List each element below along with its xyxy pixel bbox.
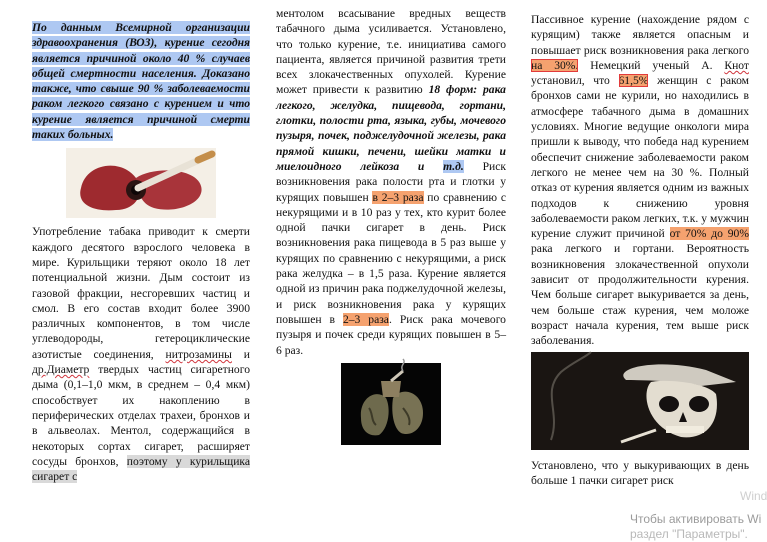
spellcheck-word-dr-diametr: др.Диаметр xyxy=(32,363,90,377)
body-text-a: Употребление табака приводит к смерти каждого десятого взрослого человека в мире. Курильщики теряют около 18 лет потенциальной жизни. Дым состоит из газовой фракции, несгоревших частиц и смол. В его состав входит более 3900 различных компонентов, в том числе углеводороды, гетероциклические азотистые соединения, xyxy=(32,225,250,361)
windows-activation-watermark xyxy=(630,489,767,542)
body-text-b: и xyxy=(231,347,250,361)
column-2 xyxy=(276,6,506,451)
lead-paragraph xyxy=(32,20,250,142)
cancer-forms-list: 18 форм: рака легкого, желудка, пищевода, гортани, глотки, полости рта, языка, губы, мочевого пузыря, почек, поджелудочной железы, рака прямой кишки, печени, шейки матки и миелоидного лейкоза и xyxy=(276,83,506,173)
column-3 xyxy=(531,13,749,488)
column-2-paragraph xyxy=(276,6,506,358)
skull-illustration xyxy=(531,352,749,450)
col3-text-2: Немецкий ученый А. xyxy=(578,58,725,72)
smoking-lungs-image xyxy=(341,363,441,445)
spellcheck-word-nitrozaminy: нитрозамины xyxy=(165,347,232,361)
col3-text-4: женщин с раком бронхов сами не курили, но находились в атмосфере табачного дыма в домашних условиях. Многие ведущие онкологи мира пришли к выводу, что победа над курением обеспечит снижение заболеваемости раком легкого не менее чем на 30 %. Полный отказ от курения является одним из важных подходов к снижению уровня заболеваемости раком легких, т.к. у мужчин курение служит причиной xyxy=(531,74,749,241)
selected-td[interactable]: т.д. xyxy=(443,159,464,173)
col3-text-5: рака легкого и гортани. Вероятность возникновения злокачественной опухоли зависит от продолжительности курения. Чем больше сигарет выкуривается за день, чем больше стаж курения, чем моложе возраст начала курения, тем выше риск заболевания. xyxy=(531,242,749,348)
col3-text-1: Пассивное курение (нахождение рядом с курящим) также является опасным и повышает риск возникновения рака легкого xyxy=(531,13,749,57)
highlight-2-3-times-a: в 2–3 раза xyxy=(372,190,424,204)
body-text-c: твердых частиц сигаретного дыма (0,1–1,0 мкм, в среднем – 0,4 мкм) способствует их накоплению в периферических отделах трахеи, бронхов и в альвеолах. Ментол, содержащийся в некоторых сортах сигарет, расширяет сосуды бронхов, xyxy=(32,363,250,468)
col2-text-2: Риск возникновения рака полости рта и глотки у курящих повышен xyxy=(276,159,506,204)
lung-with-cigarette-image xyxy=(66,148,216,218)
col2-text-4: . Риск рака мочевого пузыря и почек среди курящих повышен в 5–6 раз. xyxy=(276,312,506,357)
body-paragraph xyxy=(32,224,250,484)
highlight-61-5-percent: 61,5% xyxy=(618,74,649,88)
col3-after-text: Установлено, что у выкуривающих в день больше 1 пачки сигарет риск xyxy=(531,458,749,487)
highlight-30-percent: на 30%. xyxy=(531,58,579,72)
gray-selected-tail[interactable]: поэтому у курильщика сигарет с xyxy=(32,454,250,484)
lung-illustration xyxy=(66,148,216,218)
smoking-lungs-illustration xyxy=(341,363,441,445)
highlight-2-3-times-b: 2–3 раза xyxy=(342,312,389,326)
col2-text-1: ментолом всасывание вредных веществ табачного дыма усиливается. Установлено, что только курение, т.е. инициатива самого пациента, является причиной развития трети всех злокачественных опухолей. Курение может привести к развитию xyxy=(276,7,506,97)
smoking-skull-image xyxy=(531,352,749,450)
column-3-after-image xyxy=(531,458,749,489)
column-3-paragraph xyxy=(531,12,749,349)
watermark-line-0: Wind xyxy=(740,489,767,503)
col2-text-3: по сравнению с некурящими и в 10 раз у тех, кто курит более одной пачки сигарет в день. Риск возникновения рака пищевода в 5 раз выше у курящих по сравнению с некурящими, а риск рака желудка – в 1,5 раза. Курение является одной из причин рака поджелудочной железы, и риск возникновения рака у курящих повышен в xyxy=(276,190,506,326)
watermark-line-1: Чтобы активировать Wi xyxy=(630,512,762,526)
spellcheck-word-knot: Кнот xyxy=(724,58,749,72)
col3-text-3: установил, что xyxy=(531,74,619,88)
column-1 xyxy=(32,0,250,484)
watermark-line-2: раздел "Параметры". xyxy=(630,527,748,541)
selected-lead-text[interactable]: По данным Всемирной организации здравоохранения (ВОЗ), курение сегодня является причиной около 40 % случаев общей смертности населения. Доказано также, что свыше 90 % заболеваемости раком легкого связано с курением и что курение является причиной смерти таких больных. xyxy=(32,21,250,142)
highlight-70-90-percent: от 70% до 90% xyxy=(669,227,749,241)
